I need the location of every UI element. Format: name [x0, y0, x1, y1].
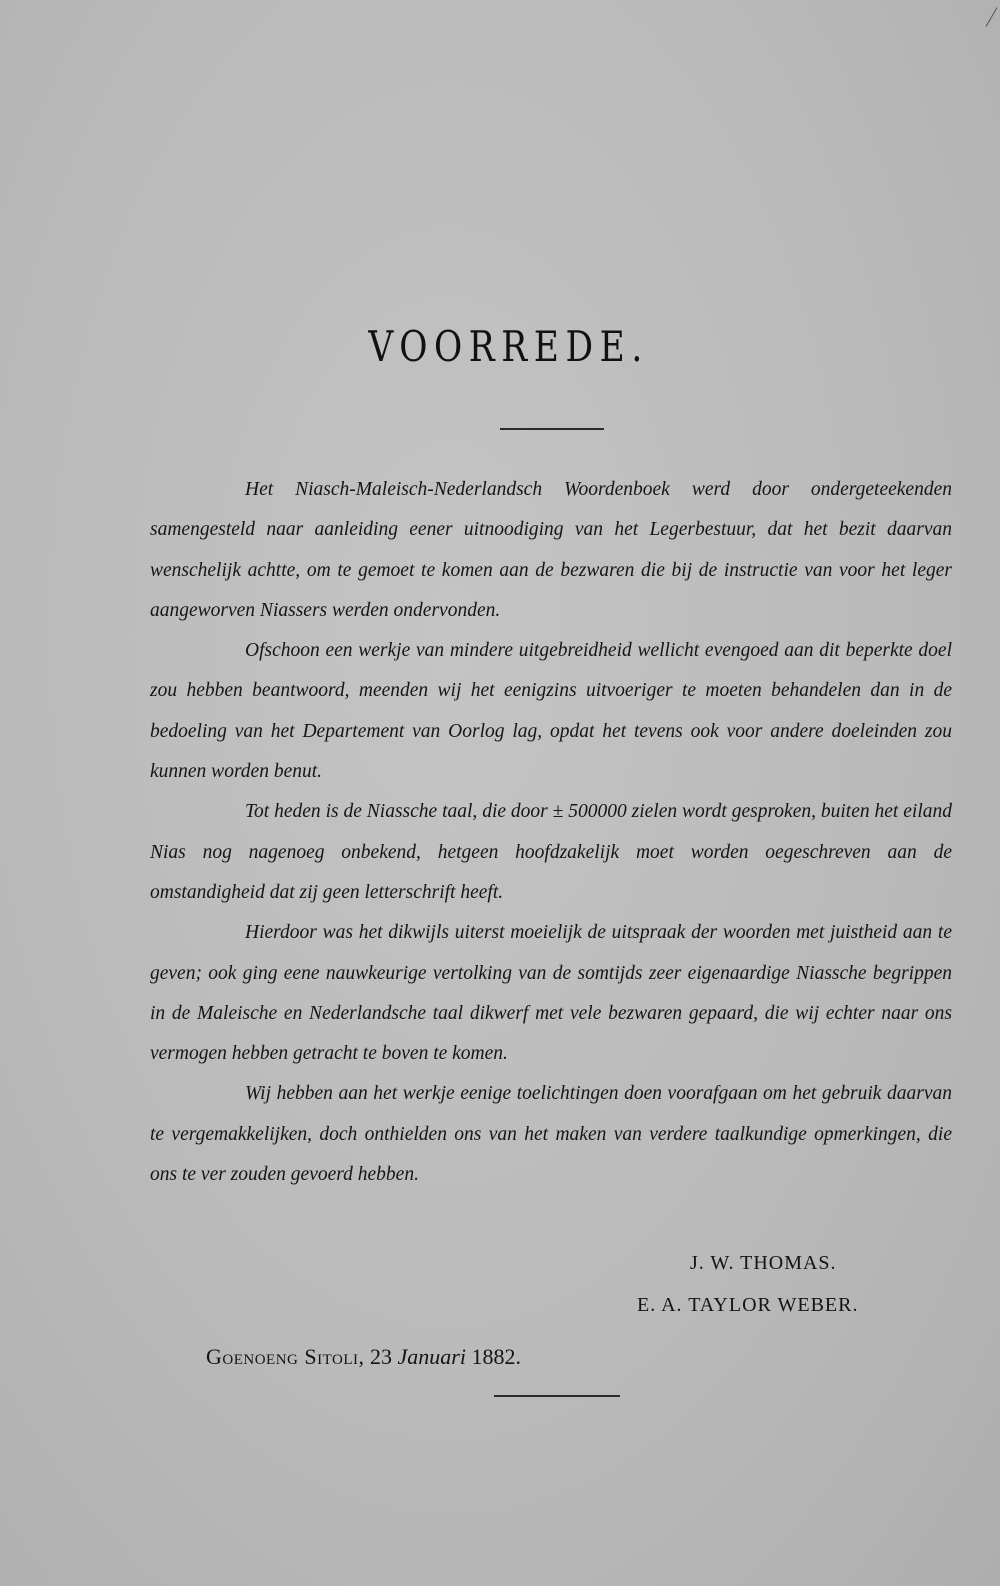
- signatory-taylor-weber: E. A. TAYLOR WEBER.: [637, 1294, 859, 1316]
- place-location: Goenoeng Sitoli,: [206, 1344, 365, 1369]
- page-edge-mark: [986, 7, 998, 27]
- closing-rule: [494, 1395, 620, 1397]
- signatory-thomas: J. W. THOMAS.: [690, 1252, 837, 1274]
- page-title: VOORREDE.: [368, 322, 649, 371]
- paragraph: Hierdoor was het dikwijls uiterst moeielijk de uitspraak der woorden met juistheid aan te geven; ook ging eene nauwkeurige vertolking van de somtijds zeer eigenaardige Niassche begrippen in de Maleische en Nederlandsche taal dikwerf met vele bezwaren gepaard, die wij echter naar ons vermogen hebben getracht te boven te komen.: [150, 922, 952, 1065]
- paragraph: Tot heden is de Niassche taal, die door ± 500000 zielen wordt gesproken, buiten het eiland Nias nog nagenoeg onbekend, hetgeen hoofdzakelijk moet worden oegeschreven aan de omstandigheid dat zij geen letterschrift heeft.: [150, 801, 952, 903]
- preface-body: [150, 470, 952, 1195]
- date-month: Januari: [397, 1344, 466, 1369]
- paragraph: Het Niasch-Maleisch-Nederlandsch Woordenboek werd door ondergeteekenden samengesteld naar aanleiding eener uitnoodiging van het Legerbestuur, dat het bezit daarvan wenschelijk achtte, om te gemoet te komen aan de bezwaren die bij de instructie van voor het leger aangeworven Niassers werden ondervonden.: [150, 479, 952, 621]
- title-rule: [500, 428, 604, 430]
- date-day: 23: [370, 1344, 392, 1369]
- date-year: 1882.: [471, 1344, 521, 1369]
- paragraph: Wij hebben aan het werkje eenige toelichtingen doen voorafgaan om het gebruik daarvan te vergemakkelijken, doch onthielden ons van het maken van verdere taalkundige opmerkingen, die ons te ver zouden gevoerd hebben.: [150, 1083, 952, 1186]
- paragraph: Ofschoon een werkje van mindere uitgebreidheid wellicht evengoed aan dit beperkte doel zou hebben beantwoord, meenden wij het eenigzins uitvoeriger te moeten behandelen dan in de bedoeling van het Departement van Oorlog lag, opdat het tevens ook voor andere doeleinden zou kunnen worden benut.: [150, 640, 952, 783]
- place-date-line: [206, 1344, 521, 1370]
